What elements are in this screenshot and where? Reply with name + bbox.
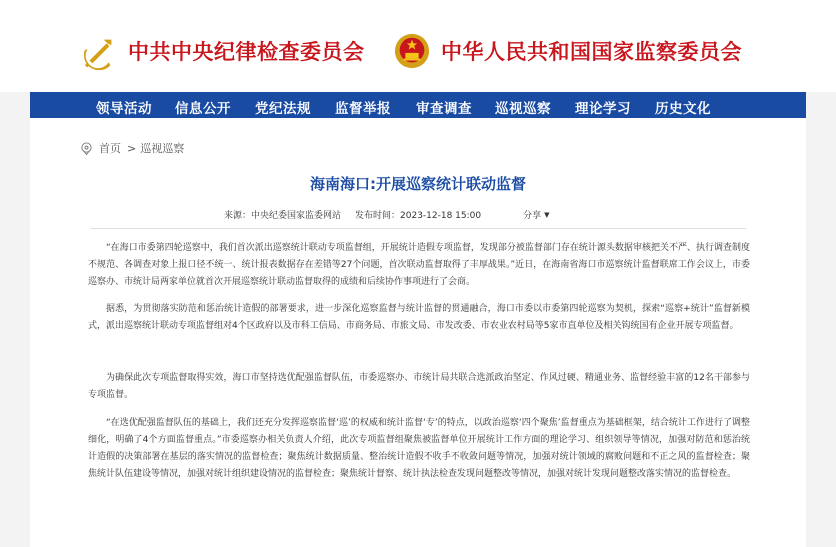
nsc-name: 中华人民共和国国家监察委员会 [441, 39, 742, 64]
article-paragraph-2: 据悉，为贯彻落实防范和惩治统计造假的部署要求，进一步深化巡察监督与统计监督的贯通融合，海口市委以市委第四轮巡察为契机，探索“巡察+统计”监督新模式，派出巡察统计联动专项监督组对4个区政府以及市科工信局、市商务局、市旅文局、市发改委、市农业农村局等5家市直单位及相关钩统国有企业开展专项监督。 [88, 304, 750, 331]
main-nav [30, 92, 806, 118]
meta-divider [90, 228, 746, 229]
nav-item-party-rules[interactable]: 党纪法规 [255, 101, 311, 117]
chevron-down-icon: ▼ [544, 210, 550, 219]
article-paragraph-1: “在海口市委第四轮巡察中，我们首次派出巡察统计联动专项监督组，开展统计造假专项监督，发现部分被监督部门存在统计源头数据审核把关不严、执行调查制度不规范、各调查对象上报口径不统一、统计报表数据存在差错等27个问题，首次联动监督取得了丰厚战果。”近日，在海南省海口市巡察统计监督联席工作会议上，市委巡察办、市统计局两家单位就首次开展巡察统计联动监督取得的成绩和后续协作事项进行了会商。 [88, 243, 750, 287]
nav-item-report[interactable]: 监督举报 [335, 101, 391, 117]
nav-item-investigation[interactable]: 审查调查 [416, 101, 472, 117]
article-publish-time: 发布时间：2023-12-18 15:00 [355, 211, 482, 221]
nav-item-history[interactable]: 历史文化 [655, 101, 711, 117]
ccdi-logo-link[interactable] [80, 32, 365, 70]
share-button[interactable] [523, 208, 549, 221]
national-emblem-icon [393, 32, 431, 70]
nsc-logo-link[interactable] [393, 32, 742, 70]
breadcrumb-home[interactable]: 首页 [99, 142, 121, 155]
article-paragraph-4: “在选优配强监督队伍的基础上，我们还充分发挥巡察监督‘巡’的权威和统计监督‘专’的特点，以政治巡察‘四个聚焦’监督重点为基础框架，结合统计工作进行了调整细化，明确了4个方面监督重点。”市委巡察办相关负责人介绍，此次专项监督组聚焦被监督单位开展统计工作方面的理论学习、组织领导等情况，加强对防范和惩治统计造假的决策部署在基层的落实情况的监督检查；聚焦统计数据质量、整治统计造假不收手不收敛问题等情况，加强对统计领域的腐败问题和不正之风的监督检查；聚焦统计队伍建设等情况，加强对统计组织建设情况的监督检查；聚焦统计督察、统计执法检查发现问题整改等情况，加强对统计发现问题整改落实情况的监督检查。 [88, 418, 750, 479]
breadcrumb-separator: > [127, 141, 137, 155]
location-pin-icon [80, 142, 93, 155]
share-label: 分享 [523, 211, 542, 221]
article-container [30, 118, 806, 547]
article-source: 来源：中央纪委国家监委网站 [224, 211, 342, 221]
nav-item-inspection[interactable]: 巡视巡察 [495, 101, 551, 117]
nav-item-info-disclosure[interactable]: 信息公开 [175, 101, 231, 117]
party-emblem-icon [80, 32, 118, 70]
article-paragraph-3: 为确保此次专项监督取得实效，海口市坚持选优配强监督队伍，市委巡察办、市统计局共联合选派政治坚定、作风过硬、精通业务、监督经验丰富的12名干部参与专项监督。 [88, 373, 750, 400]
site-header [0, 0, 836, 92]
article-meta [224, 208, 550, 221]
ccdi-name: 中共中央纪律检查委员会 [128, 39, 365, 64]
nav-item-theory[interactable]: 理论学习 [575, 101, 631, 117]
breadcrumb-current[interactable]: 巡视巡察 [140, 142, 185, 155]
breadcrumb [80, 140, 184, 156]
article-title: 海南海口:开展巡察统计联动监督 [309, 175, 526, 193]
nav-item-leadership[interactable]: 领导活动 [96, 101, 152, 117]
